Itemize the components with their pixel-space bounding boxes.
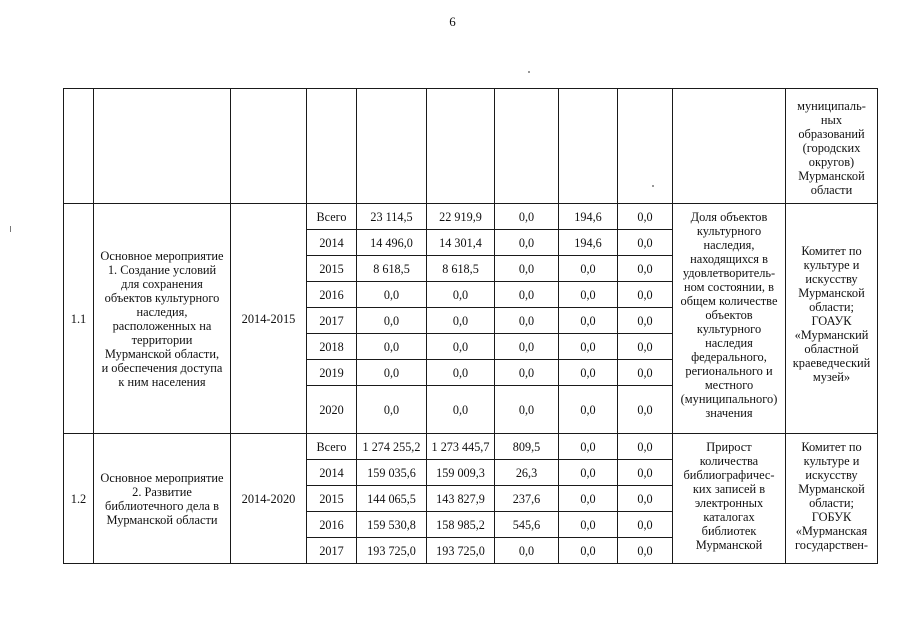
amount-cell: 143 827,9 [427,486,495,512]
amount-cell: 0,0 [559,308,618,334]
amount-cell: 159 009,3 [427,460,495,486]
amount-cell: 8 618,5 [427,256,495,282]
indicator-cell: Доля объектов культурного наследия, находящихся в удовлетворитель- ном состоянии, в общем количестве объектов культурного наследия федерального, регионального и местного (муниципального) значения [673,204,786,434]
amount-cell: 0,0 [618,256,673,282]
amount-cell: 0,0 [357,360,427,386]
amount-cell: 0,0 [427,308,495,334]
amount-cell: 0,0 [618,460,673,486]
program-table [63,88,878,564]
amount-cell: 0,0 [618,230,673,256]
amount-cell: 0,0 [559,334,618,360]
amount-cell: 193 725,0 [427,538,495,564]
executor-cell: Комитет по культуре и искусству Мурманской области; ГОБУК «Мурманская государствен- [786,434,878,564]
amount-cell: 0,0 [559,282,618,308]
cell-empty [64,89,94,204]
year-cell: 2017 [307,538,357,564]
amount-cell: 0,0 [618,434,673,460]
amount-cell: 159 035,6 [357,460,427,486]
amount-cell: 26,3 [495,460,559,486]
amount-cell: 158 985,2 [427,512,495,538]
table-row [64,434,878,460]
amount-cell: 1 273 445,7 [427,434,495,460]
amount-cell: 0,0 [357,334,427,360]
executor-cell: Комитет по культуре и искусству Мурманской области; ГОАУК «Мурманский областной краеведческий музей» [786,204,878,434]
year-cell: 2016 [307,282,357,308]
amount-cell: 0,0 [427,334,495,360]
indicator-cell: Прирост количества библиографичес- ких записей в электронных каталогах библиотек Мурманской [673,434,786,564]
year-cell: 2015 [307,256,357,282]
amount-cell: 159 530,8 [357,512,427,538]
scan-speck [10,226,11,232]
amount-cell: 545,6 [495,512,559,538]
cell-empty [618,89,673,204]
row-number: 1.1 [64,204,94,434]
executor-cell: муниципаль- ных образований (городских округов) Мурманской области [786,89,878,204]
amount-cell: 144 065,5 [357,486,427,512]
amount-cell: 0,0 [618,334,673,360]
amount-cell: 0,0 [559,460,618,486]
amount-cell: 237,6 [495,486,559,512]
table-body [64,89,878,564]
cell-empty [673,89,786,204]
cell-empty [559,89,618,204]
table-row-header-continuation [64,89,878,204]
amount-cell: 1 274 255,2 [357,434,427,460]
amount-cell: 0,0 [559,486,618,512]
amount-cell: 0,0 [495,360,559,386]
amount-cell: 0,0 [618,308,673,334]
cell-empty [94,89,231,204]
amount-cell: 0,0 [495,204,559,230]
amount-cell: 0,0 [495,538,559,564]
amount-cell: 0,0 [559,512,618,538]
amount-cell: 0,0 [618,486,673,512]
amount-cell: 14 301,4 [427,230,495,256]
amount-cell: 193 725,0 [357,538,427,564]
amount-cell: 0,0 [618,204,673,230]
amount-cell: 0,0 [357,282,427,308]
year-cell: 2020 [307,386,357,434]
amount-cell: 0,0 [427,386,495,434]
row-number: 1.2 [64,434,94,564]
amount-cell: 0,0 [559,386,618,434]
amount-cell: 0,0 [618,538,673,564]
amount-cell: 0,0 [618,282,673,308]
table-row [64,204,878,230]
amount-cell: 0,0 [618,360,673,386]
amount-cell: 22 919,9 [427,204,495,230]
measure-name: Основное мероприятие 2. Развитие библиотечного дела в Мурманской области [94,434,231,564]
amount-cell: 0,0 [495,334,559,360]
amount-cell: 0,0 [559,256,618,282]
year-cell: Всего [307,434,357,460]
amount-cell: 14 496,0 [357,230,427,256]
page-number: 6 [449,14,456,29]
amount-cell: 0,0 [357,308,427,334]
cell-empty [307,89,357,204]
amount-cell: 0,0 [427,360,495,386]
cell-empty [357,89,427,204]
year-cell: 2019 [307,360,357,386]
amount-cell: 0,0 [427,282,495,308]
amount-cell: 8 618,5 [357,256,427,282]
year-cell: 2014 [307,460,357,486]
amount-cell: 0,0 [495,308,559,334]
amount-cell: 0,0 [618,512,673,538]
year-cell: 2018 [307,334,357,360]
amount-cell: 0,0 [559,538,618,564]
amount-cell: 23 114,5 [357,204,427,230]
amount-cell: 0,0 [495,230,559,256]
implementation-period: 2014-2020 [231,434,307,564]
year-cell: Всего [307,204,357,230]
amount-cell: 0,0 [495,386,559,434]
amount-cell: 0,0 [495,256,559,282]
amount-cell: 0,0 [495,282,559,308]
amount-cell: 194,6 [559,230,618,256]
cell-empty [427,89,495,204]
amount-cell: 0,0 [618,386,673,434]
amount-cell: 194,6 [559,204,618,230]
year-cell: 2017 [307,308,357,334]
scan-speck [528,71,530,73]
year-cell: 2015 [307,486,357,512]
cell-empty [495,89,559,204]
year-cell: 2014 [307,230,357,256]
year-cell: 2016 [307,512,357,538]
amount-cell: 0,0 [559,434,618,460]
measure-name: Основное мероприятие 1. Создание условий для сохранения объектов культурного наследия, расположенных на территории Мурманской области, и обеспечения доступа к ним населения [94,204,231,434]
cell-empty [231,89,307,204]
amount-cell: 809,5 [495,434,559,460]
amount-cell: 0,0 [357,386,427,434]
amount-cell: 0,0 [559,360,618,386]
implementation-period: 2014-2015 [231,204,307,434]
